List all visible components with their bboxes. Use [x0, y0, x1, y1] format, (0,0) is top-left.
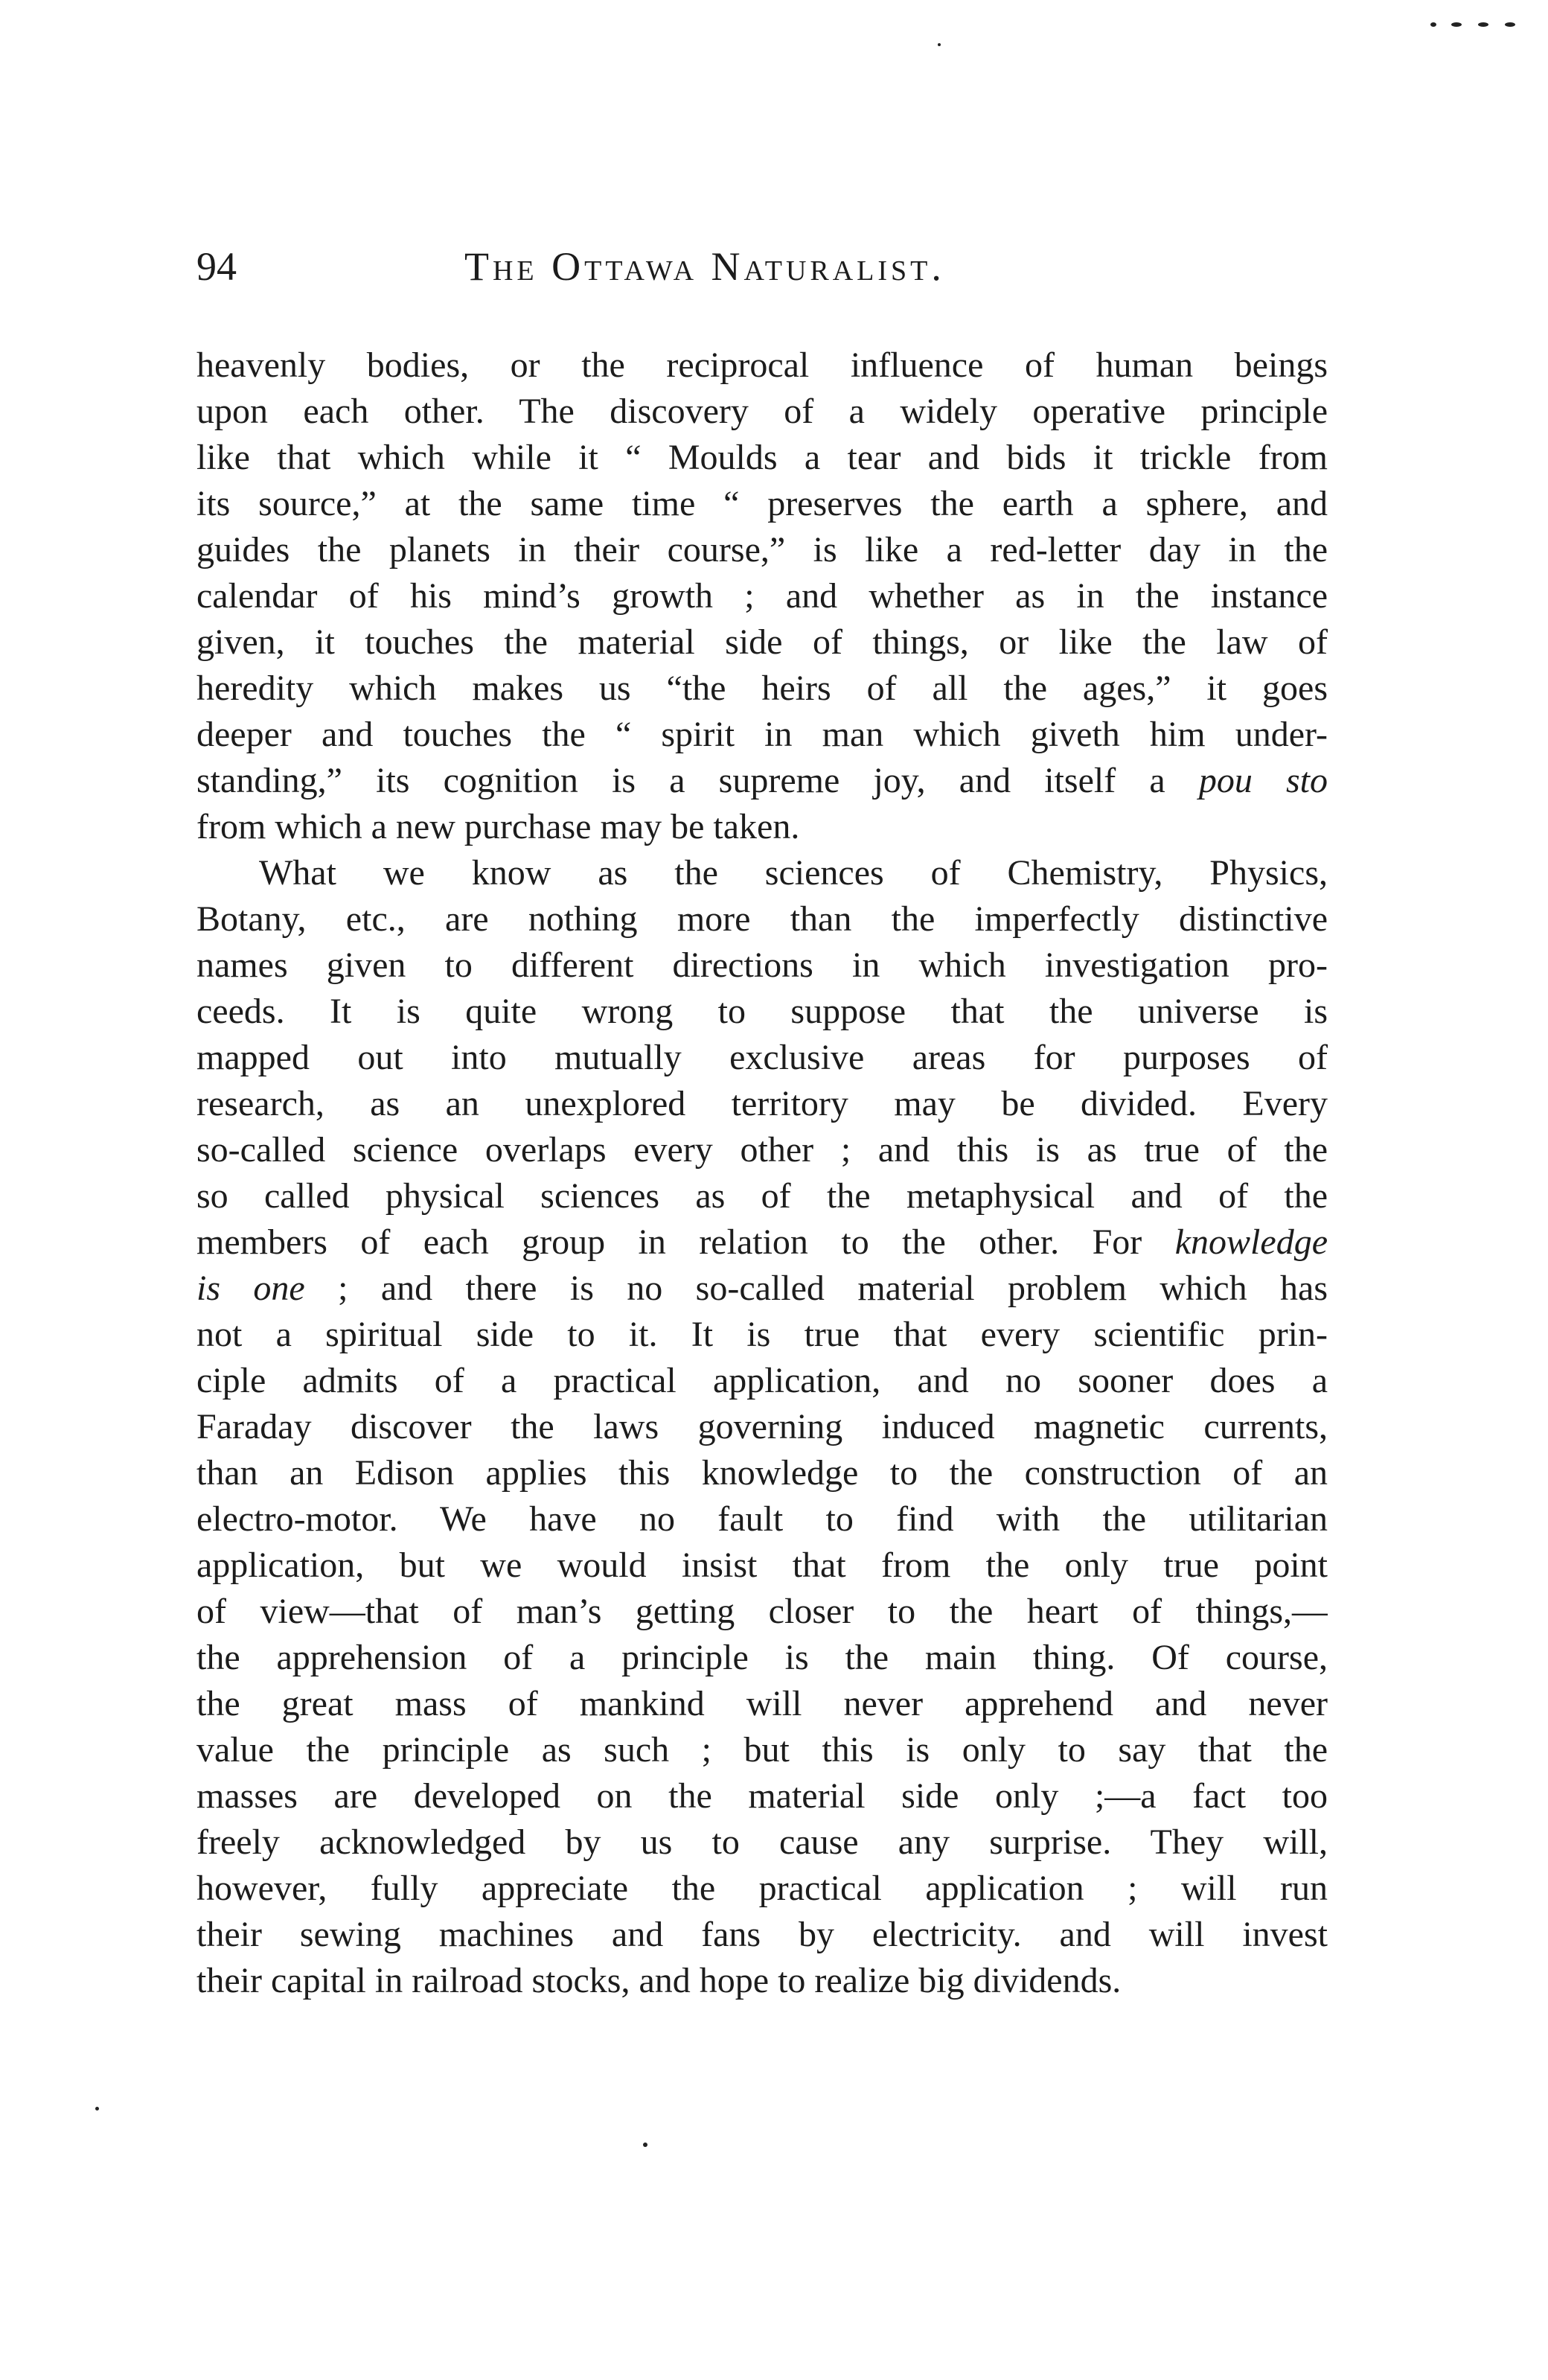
page-number: 94 [196, 244, 237, 289]
text-line: given, it touches the material side of things, or like the law of [196, 622, 1328, 662]
text-line: masses are developed on the material side only ;—a fact too [196, 1776, 1328, 1816]
text-line: mapped out into mutually exclusive areas for purposes of [196, 1038, 1328, 1077]
scan-speck [643, 2143, 647, 2147]
text-line: from which a new purchase may be taken. [196, 807, 800, 846]
text-line: the great mass of mankind will never apprehend and never [196, 1684, 1328, 1723]
text-line: value the principle as such ; but this is only to say that the [196, 1730, 1328, 1770]
scan-speck [1451, 22, 1462, 27]
text-line: freely acknowledged by us to cause any surprise. They will, [196, 1822, 1328, 1862]
text-line: Botany, etc., are nothing more than the imperfectly distinctive [196, 899, 1328, 939]
running-title: The Ottawa Naturalist. [464, 244, 945, 289]
text-line: What we know as the sciences of Chemistry, Physics, [259, 853, 1328, 893]
text-line: heavenly bodies, or the reciprocal influence of human beings [196, 345, 1328, 385]
text-line: standing,” its cognition is a supreme joy, and itself a pou sto [196, 761, 1328, 800]
body-text [196, 342, 1328, 2004]
text-line: its source,” at the same time “ preserves the earth a sphere, and [196, 484, 1328, 523]
text-line: of view—that of man’s getting closer to the heart of things,— [196, 1592, 1328, 1631]
text-line: so-called science overlaps every other ; and this is as true of the [196, 1130, 1328, 1170]
text-line: heredity which makes us “the heirs of all the ages,” it goes [196, 669, 1328, 708]
text-line: application, but we would insist that from the only true point [196, 1545, 1328, 1585]
text-line: their sewing machines and fans by electricity. and will invest [196, 1915, 1328, 1954]
text-line: calendar of his mind’s growth ; and whether as in the instance [196, 576, 1328, 616]
scan-speck [1430, 22, 1436, 27]
page-header [196, 237, 1328, 296]
text-line: guides the planets in their course,” is like a red-letter day in the [196, 530, 1328, 570]
text-line: deeper and touches the “ spirit in man which giveth him under- [196, 715, 1328, 754]
text-line: is one ; and there is no so-called material problem which has [196, 1269, 1328, 1308]
text-line: Faraday discover the laws governing induced magnetic currents, [196, 1407, 1328, 1446]
text-line: like that which while it “ Moulds a tear and bids it trickle from [196, 438, 1328, 477]
scan-speck [938, 43, 941, 46]
text-line: ceeds. It is quite wrong to suppose that the universe is [196, 992, 1328, 1031]
text-line: the apprehension of a principle is the main thing. Of course, [196, 1638, 1328, 1677]
text-line: not a spiritual side to it. It is true that every scientific prin- [196, 1315, 1328, 1354]
text-line: members of each group in relation to the other. For knowledge [196, 1222, 1328, 1262]
text-line: ciple admits of a practical application, and no sooner does a [196, 1361, 1328, 1400]
text-line: names given to different directions in which investigation pro- [196, 945, 1328, 985]
text-line: however, fully appreciate the practical application ; will run [196, 1869, 1328, 1908]
scan-speck [95, 2107, 99, 2111]
text-line: than an Edison applies this knowledge to the construction of an [196, 1453, 1328, 1493]
text-line: their capital in railroad stocks, and hope to realize big dividends. [196, 1961, 1122, 2000]
scan-speck [1478, 22, 1488, 27]
text-line: upon each other. The discovery of a widely operative principle [196, 392, 1328, 431]
scan-speck [1505, 22, 1515, 27]
text-line: electro-motor. We have no fault to find with the utilitarian [196, 1499, 1328, 1539]
text-line: research, as an unexplored territory may be divided. Every [196, 1084, 1328, 1123]
text-line: so called physical sciences as of the metaphysical and of the [196, 1176, 1328, 1216]
